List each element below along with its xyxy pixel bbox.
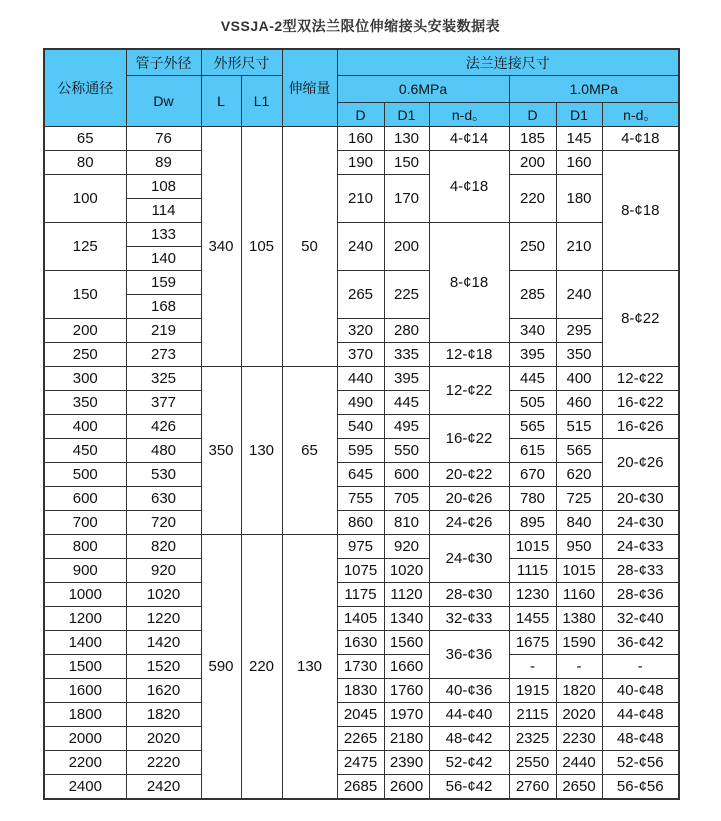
header-row-1 [44, 49, 679, 76]
table-cell: 160 [337, 127, 384, 151]
table-cell: 210 [337, 175, 384, 223]
header-d-10: D [509, 103, 556, 127]
table-cell: 76 [126, 127, 201, 151]
table-cell: 450 [44, 439, 126, 463]
table-cell: 108 [126, 175, 201, 199]
table-cell: 220 [509, 175, 556, 223]
table-cell: 44-¢40 [429, 703, 509, 727]
table-cell: 145 [556, 127, 602, 151]
table-row [44, 703, 679, 727]
table-cell: 400 [44, 415, 126, 439]
table-cell: 12-¢18 [429, 343, 509, 367]
header-flange-connection: 法兰连接尺寸 [337, 49, 679, 76]
table-cell: 530 [126, 463, 201, 487]
table-cell: 377 [126, 391, 201, 415]
table-cell: 160 [556, 151, 602, 175]
table-cell: 1075 [337, 559, 384, 583]
table-cell: 800 [44, 535, 126, 559]
table-cell: 1820 [126, 703, 201, 727]
table-cell: 4-¢14 [429, 127, 509, 151]
table-cell: 24-¢30 [429, 535, 509, 583]
table-cell: 705 [384, 487, 429, 511]
table-cell: 1760 [384, 679, 429, 703]
header-d1-06: D1 [384, 103, 429, 127]
table-cell: 219 [126, 319, 201, 343]
table-cell: 1820 [556, 679, 602, 703]
table-cell: 1675 [509, 631, 556, 655]
table-row [44, 727, 679, 751]
table-cell: 350 [44, 391, 126, 415]
table-row [44, 367, 679, 391]
table-cell: 159 [126, 271, 201, 295]
table-cell: 28-¢36 [602, 583, 679, 607]
table-cell: 225 [384, 271, 429, 319]
table-cell: 975 [337, 535, 384, 559]
header-d1-10: D1 [556, 103, 602, 127]
table-cell: 28-¢30 [429, 583, 509, 607]
table-cell: 445 [509, 367, 556, 391]
table-cell: 8-¢18 [602, 151, 679, 271]
table-cell: 755 [337, 487, 384, 511]
table-cell: 780 [509, 487, 556, 511]
table-cell: 52-¢42 [429, 751, 509, 775]
table-cell: 2550 [509, 751, 556, 775]
table-cell: 2020 [126, 727, 201, 751]
table-cell: 340 [509, 319, 556, 343]
table-cell: 540 [337, 415, 384, 439]
table-cell: 2020 [556, 703, 602, 727]
table-cell: 860 [337, 511, 384, 535]
table-cell: 1520 [126, 655, 201, 679]
table-cell: 320 [337, 319, 384, 343]
table-cell: 2045 [337, 703, 384, 727]
table-cell: 1800 [44, 703, 126, 727]
table-cell: 325 [126, 367, 201, 391]
table-cell: 210 [556, 223, 602, 271]
table-cell: 505 [509, 391, 556, 415]
table-cell: 250 [509, 223, 556, 271]
table-cell: 630 [126, 487, 201, 511]
table-cell: 1500 [44, 655, 126, 679]
table-cell: 2400 [44, 775, 126, 800]
table-cell: 2000 [44, 727, 126, 751]
table-cell: - [556, 655, 602, 679]
table-cell: 1380 [556, 607, 602, 631]
table-cell: 65 [44, 127, 126, 151]
table-row [44, 415, 679, 439]
table-cell: 8-¢22 [602, 271, 679, 367]
table-row [44, 151, 679, 175]
table-row [44, 487, 679, 511]
table-cell: 460 [556, 391, 602, 415]
table-cell: 105 [241, 127, 282, 367]
table-cell: 700 [44, 511, 126, 535]
header-nominal-diameter: 公称通径 [44, 49, 126, 127]
table-cell: 50 [282, 127, 337, 367]
table-cell: 56-¢42 [429, 775, 509, 800]
table-cell: 2180 [384, 727, 429, 751]
table-cell: 895 [509, 511, 556, 535]
table-cell: 550 [384, 439, 429, 463]
table-cell: 16-¢22 [602, 391, 679, 415]
table-cell: 720 [126, 511, 201, 535]
table-cell: 280 [384, 319, 429, 343]
table-cell: 2220 [126, 751, 201, 775]
table-cell: 89 [126, 151, 201, 175]
table-cell: 590 [201, 535, 241, 800]
header-expansion: 伸缩量 [282, 49, 337, 127]
table-cell: 595 [337, 439, 384, 463]
table-cell: 2390 [384, 751, 429, 775]
table-cell: 395 [509, 343, 556, 367]
table-cell: 1160 [556, 583, 602, 607]
header-pressure-10mpa: 1.0MPa [509, 76, 679, 103]
table-cell: 2265 [337, 727, 384, 751]
table-cell: 48-¢48 [602, 727, 679, 751]
table-cell: 4-¢18 [429, 151, 509, 223]
page-title: VSSJA-2型双法兰限位伸缩接头安装数据表 [220, 18, 501, 34]
table-cell: 285 [509, 271, 556, 319]
table-cell: 300 [44, 367, 126, 391]
table-cell: 150 [384, 151, 429, 175]
table-row [44, 463, 679, 487]
table-body [44, 127, 679, 800]
table-cell: 2200 [44, 751, 126, 775]
table-cell: 200 [44, 319, 126, 343]
table-cell: 48-¢42 [429, 727, 509, 751]
table-cell: 130 [282, 535, 337, 800]
table-cell: 12-¢22 [429, 367, 509, 415]
table-cell: 500 [44, 463, 126, 487]
header-row-2 [44, 76, 679, 103]
table-row [44, 607, 679, 631]
table-cell: 440 [337, 367, 384, 391]
table-row [44, 319, 679, 343]
table-cell: 130 [384, 127, 429, 151]
table-cell: 80 [44, 151, 126, 175]
table-cell: 185 [509, 127, 556, 151]
table-cell: 1915 [509, 679, 556, 703]
table-cell: 1020 [126, 583, 201, 607]
table-cell: 114 [126, 199, 201, 223]
table-cell: 1340 [384, 607, 429, 631]
table-cell: 1560 [384, 631, 429, 655]
table-cell: 615 [509, 439, 556, 463]
table-cell: 28-¢33 [602, 559, 679, 583]
table-cell: 16-¢22 [429, 415, 509, 463]
table-cell: 2760 [509, 775, 556, 800]
table-cell: 20-¢26 [602, 439, 679, 487]
table-cell: 600 [44, 487, 126, 511]
table-cell: 1730 [337, 655, 384, 679]
table-row [44, 679, 679, 703]
table-cell: 2650 [556, 775, 602, 800]
table-cell: 725 [556, 487, 602, 511]
table-cell: 32-¢40 [602, 607, 679, 631]
header-pressure-06mpa: 0.6MPa [337, 76, 509, 103]
table-cell: 16-¢26 [602, 415, 679, 439]
table-cell: 1020 [384, 559, 429, 583]
table-cell: 2475 [337, 751, 384, 775]
table-row [44, 343, 679, 367]
table-row [44, 127, 679, 151]
table-cell: 1970 [384, 703, 429, 727]
table-cell: 1000 [44, 583, 126, 607]
table-row [44, 775, 679, 800]
table-cell: 8-¢18 [429, 223, 509, 343]
table-cell: 1220 [126, 607, 201, 631]
table-cell: 515 [556, 415, 602, 439]
table-cell: 370 [337, 343, 384, 367]
header-overall-dimensions: 外形尺寸 [201, 49, 282, 76]
table-cell: 600 [384, 463, 429, 487]
table-cell: 2115 [509, 703, 556, 727]
table-cell: 2600 [384, 775, 429, 800]
table-cell: 900 [44, 559, 126, 583]
table-cell: 1830 [337, 679, 384, 703]
table-cell: 140 [126, 247, 201, 271]
table-cell: - [602, 655, 679, 679]
table-cell: 495 [384, 415, 429, 439]
header-l: L [201, 76, 241, 127]
table-cell: 1405 [337, 607, 384, 631]
table-row [44, 583, 679, 607]
table-row [44, 559, 679, 583]
table-row [44, 175, 679, 199]
table-cell: 240 [337, 223, 384, 271]
table-cell: 2685 [337, 775, 384, 800]
table-cell: 40-¢36 [429, 679, 509, 703]
table-cell: 1200 [44, 607, 126, 631]
table-cell: 36-¢42 [602, 631, 679, 655]
header-dw: Dw [126, 76, 201, 127]
table-cell: 565 [509, 415, 556, 439]
table-cell: 426 [126, 415, 201, 439]
table-cell: 125 [44, 223, 126, 271]
table-cell: 480 [126, 439, 201, 463]
table-cell: 4-¢18 [602, 127, 679, 151]
table-row [44, 391, 679, 415]
table-cell: 44-¢48 [602, 703, 679, 727]
table-cell: 565 [556, 439, 602, 463]
table-cell: 350 [201, 367, 241, 535]
table-cell: 1175 [337, 583, 384, 607]
table-cell: 265 [337, 271, 384, 319]
table-cell: 340 [201, 127, 241, 367]
table-cell: 950 [556, 535, 602, 559]
table-cell: 1400 [44, 631, 126, 655]
table-row [44, 223, 679, 247]
table-cell: 1115 [509, 559, 556, 583]
table-cell: 810 [384, 511, 429, 535]
table-cell: 180 [556, 175, 602, 223]
table-cell: 40-¢48 [602, 679, 679, 703]
table-cell: 1630 [337, 631, 384, 655]
installation-data-table [43, 48, 680, 800]
table-cell: 52-¢56 [602, 751, 679, 775]
header-nd-06: n-d。 [429, 103, 509, 127]
table-cell: 1015 [556, 559, 602, 583]
table-cell: 20-¢30 [602, 487, 679, 511]
header-pipe-outer-diameter: 管子外径 [126, 49, 201, 76]
table-cell: 335 [384, 343, 429, 367]
table-cell: 295 [556, 319, 602, 343]
header-l1: L1 [241, 76, 282, 127]
table-cell: 1620 [126, 679, 201, 703]
table-cell: 620 [556, 463, 602, 487]
table-cell: 1420 [126, 631, 201, 655]
table-cell: 645 [337, 463, 384, 487]
table-cell: 670 [509, 463, 556, 487]
table-cell: 170 [384, 175, 429, 223]
table-cell: 20-¢26 [429, 487, 509, 511]
table-cell: 445 [384, 391, 429, 415]
table-cell: 240 [556, 271, 602, 319]
table-cell: 150 [44, 271, 126, 319]
table-cell: 490 [337, 391, 384, 415]
table-cell: 2325 [509, 727, 556, 751]
table-cell: 820 [126, 535, 201, 559]
table-row [44, 631, 679, 655]
table-cell: 133 [126, 223, 201, 247]
table-cell: 56-¢56 [602, 775, 679, 800]
table-cell: 920 [384, 535, 429, 559]
table-cell: 32-¢33 [429, 607, 509, 631]
table-cell: 920 [126, 559, 201, 583]
table-header [44, 49, 679, 127]
table-cell: 395 [384, 367, 429, 391]
table-cell: 200 [384, 223, 429, 271]
table-cell: 12-¢22 [602, 367, 679, 391]
table-cell: 36-¢36 [429, 631, 509, 679]
table-cell: 100 [44, 175, 126, 223]
table-cell: 65 [282, 367, 337, 535]
table-cell: 2440 [556, 751, 602, 775]
table-cell: 1660 [384, 655, 429, 679]
table-cell: 2420 [126, 775, 201, 800]
table-cell: 24-¢30 [602, 511, 679, 535]
table-cell: 840 [556, 511, 602, 535]
table-cell: 200 [509, 151, 556, 175]
table-row [44, 751, 679, 775]
table-cell: 190 [337, 151, 384, 175]
table-cell: 400 [556, 367, 602, 391]
header-nd-10: n-d。 [602, 103, 679, 127]
table-cell: 1455 [509, 607, 556, 631]
table-cell: 1230 [509, 583, 556, 607]
table-cell: 24-¢26 [429, 511, 509, 535]
table-row [44, 655, 679, 679]
table-cell: 350 [556, 343, 602, 367]
table-cell: 273 [126, 343, 201, 367]
table-cell: 168 [126, 295, 201, 319]
table-cell: 24-¢33 [602, 535, 679, 559]
table-cell: 220 [241, 535, 282, 800]
table-row [44, 511, 679, 535]
table-cell: 1600 [44, 679, 126, 703]
header-d-06: D [337, 103, 384, 127]
table-row [44, 535, 679, 559]
table-cell: 1120 [384, 583, 429, 607]
table-cell: 20-¢22 [429, 463, 509, 487]
table-row [44, 271, 679, 295]
table-cell: 2230 [556, 727, 602, 751]
table-cell: 1015 [509, 535, 556, 559]
table-cell: 130 [241, 367, 282, 535]
table-cell: - [509, 655, 556, 679]
table-cell: 250 [44, 343, 126, 367]
table-cell: 1590 [556, 631, 602, 655]
table-row [44, 439, 679, 463]
